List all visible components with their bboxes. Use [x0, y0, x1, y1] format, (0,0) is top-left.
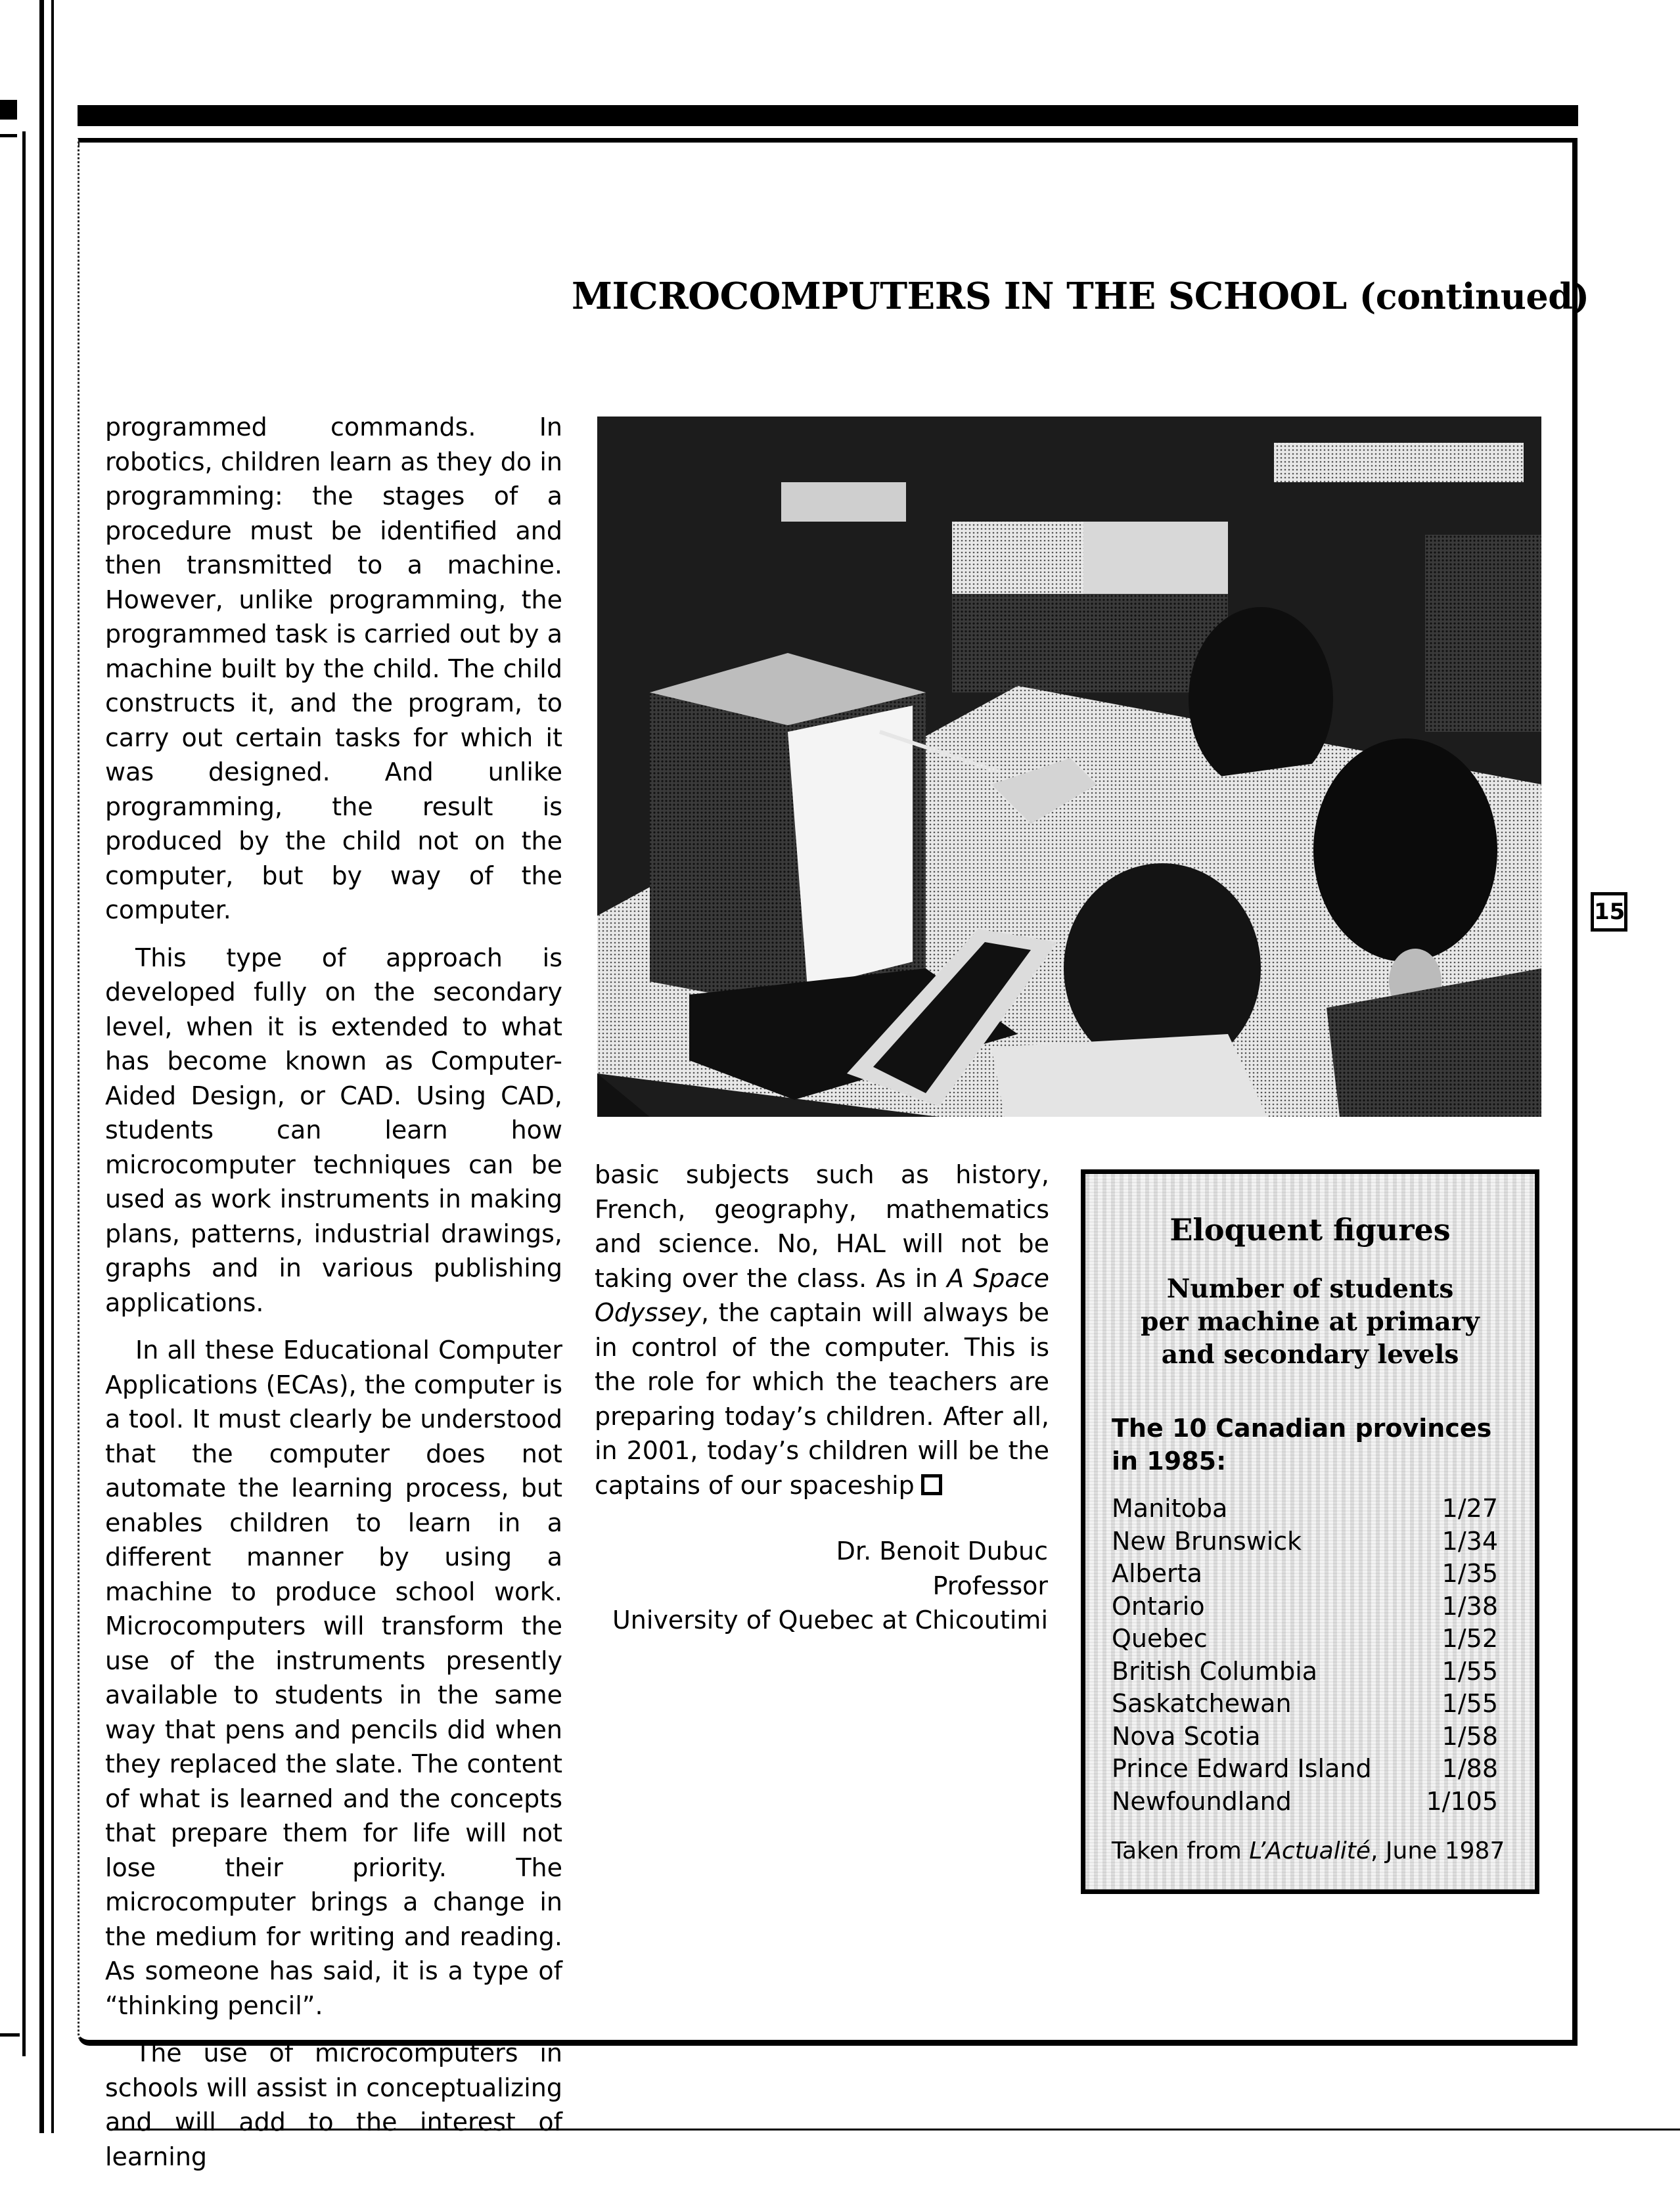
author-affiliation: University of Quebec at Chicoutimi — [612, 1606, 1048, 1635]
ratio-value: 1/52 — [1442, 1624, 1498, 1653]
binding-edge-line — [39, 0, 44, 2133]
sidebar-source-credit — [1112, 1838, 1505, 1864]
text-run: basic subjects such as history, French, geography, mathematics and science. No, HAL will not be taking over the class. As in — [595, 1160, 1049, 1293]
province-name: Ontario — [1112, 1591, 1205, 1621]
province-name: Quebec — [1112, 1624, 1208, 1653]
ratio-value: 1/58 — [1442, 1721, 1498, 1751]
ratio-value: 1/38 — [1442, 1591, 1498, 1621]
ratio-value: 1/35 — [1442, 1559, 1498, 1588]
text-run: , the captain will always be in control of the computer. This is the role for which the teachers are preparing today’s children. After all, in 2001, today’s children will be the captains of our spaceship — [595, 1298, 1049, 1500]
classroom-computer-photo — [597, 417, 1541, 1117]
province-ratio-table — [1112, 1493, 1498, 1818]
table-row — [1112, 1721, 1498, 1753]
author-role: Professor — [932, 1571, 1048, 1600]
binding-tab-mark — [0, 100, 17, 120]
table-row — [1112, 1786, 1498, 1818]
sidebar-intro-line: The 10 Canadian provinces — [1112, 1414, 1492, 1443]
province-name: New Brunswick — [1112, 1526, 1302, 1556]
province-name: Manitoba — [1112, 1494, 1228, 1523]
table-row — [1112, 1623, 1498, 1656]
ratio-value: 1/105 — [1426, 1786, 1498, 1816]
page-title — [572, 275, 1589, 318]
province-name: Newfoundland — [1112, 1786, 1292, 1816]
end-of-article-square-icon — [921, 1474, 942, 1495]
ratio-value: 1/27 — [1442, 1494, 1498, 1523]
title-suffix: (continued) — [1359, 275, 1589, 317]
sidebar-subtitle-line: and secondary levels — [1161, 1340, 1459, 1370]
table-row — [1112, 1493, 1498, 1525]
source-date: , June 1987 — [1371, 1838, 1505, 1864]
title-main: MICROCOMPUTERS IN THE SCHOOL — [572, 275, 1347, 318]
province-name: Saskatchewan — [1112, 1689, 1292, 1718]
article-paragraph: programmed commands. In robotics, children learn as they do in programming: the stages of a procedure must be identified and then transmitted to a machine. However, unlike programming, the programmed task is carried out by a machine built by the child. The child constructs it, and the program, to carry out certain tasks for which it was designed. And unlike programming, the result is produced by the child not on the computer, but by way of the computer. — [105, 413, 562, 924]
province-name: Prince Edward Island — [1112, 1754, 1372, 1783]
article-column-left — [105, 410, 562, 2187]
table-row — [1112, 1525, 1498, 1558]
binding-edge-line — [51, 0, 54, 2133]
sidebar-intro-line: in 1985: — [1112, 1447, 1227, 1476]
ratio-value: 1/55 — [1442, 1656, 1498, 1686]
article-paragraph — [595, 1158, 1049, 1502]
ratio-value: 1/88 — [1442, 1754, 1498, 1783]
author-name: Dr. Benoit Dubuc — [836, 1537, 1048, 1566]
ratio-value: 1/34 — [1442, 1526, 1498, 1556]
article-paragraph: In all these Educational Computer Applications (ECAs), the computer is a tool. It must clearly be understood that the computer does not automate the learning process, but enables children to learn in a different manner by using a machine to produce school work. Microcomputers will transform the use of the instruments presently available to students in the same way that pens and pencils did when they replaced the slate. The content of what is learned and the concepts that prepare them for life will not lose their priority. The microcomputer brings a change in the medium for writing and reading. As someone has said, it is a type of “thinking pencil”. — [105, 1336, 562, 2020]
table-row — [1112, 1753, 1498, 1786]
ratio-value: 1/55 — [1442, 1689, 1498, 1718]
page-number-box: 15 — [1591, 892, 1627, 932]
film-title: A Space Odyssey — [595, 1263, 1049, 1327]
article-paragraph: This type of approach is developed fully on the secondary level, when it is extended to what has become known as Computer-Aided Design, or CAD. Using CAD, students can learn how microcomputer techniques can be used as work instruments in making plans, patterns, industrial drawings, graphs and in various publishing applications. — [105, 943, 562, 1317]
table-row — [1112, 1656, 1498, 1688]
table-row — [1112, 1688, 1498, 1721]
sidebar-intro — [1112, 1412, 1519, 1477]
sidebar-title: Eloquent figures — [1169, 1212, 1451, 1248]
article-column-middle — [595, 1158, 1049, 1502]
binding-tab-mark — [0, 2033, 20, 2037]
province-name: British Columbia — [1112, 1656, 1318, 1686]
binding-tab-mark — [0, 134, 17, 137]
header-rule — [78, 105, 1578, 126]
table-row — [1112, 1590, 1498, 1623]
article-paragraph: The use of microcomputers in schools will assist in conceptualizing and will add to the interest of learning — [105, 2039, 562, 2171]
binding-edge-line — [22, 131, 26, 2056]
author-signature — [595, 1534, 1048, 1638]
table-row — [1112, 1558, 1498, 1590]
sidebar-subtitle-line: Number of students — [1166, 1274, 1454, 1304]
sidebar-subtitle-line: per machine at primary — [1141, 1307, 1480, 1337]
province-name: Nova Scotia — [1112, 1721, 1261, 1751]
sidebar-subtitle — [1085, 1273, 1535, 1371]
province-name: Alberta — [1112, 1559, 1202, 1588]
source-publication: L’Actualité — [1249, 1838, 1371, 1864]
source-prefix: Taken from — [1112, 1838, 1250, 1864]
eloquent-figures-sidebar — [1081, 1169, 1539, 1894]
